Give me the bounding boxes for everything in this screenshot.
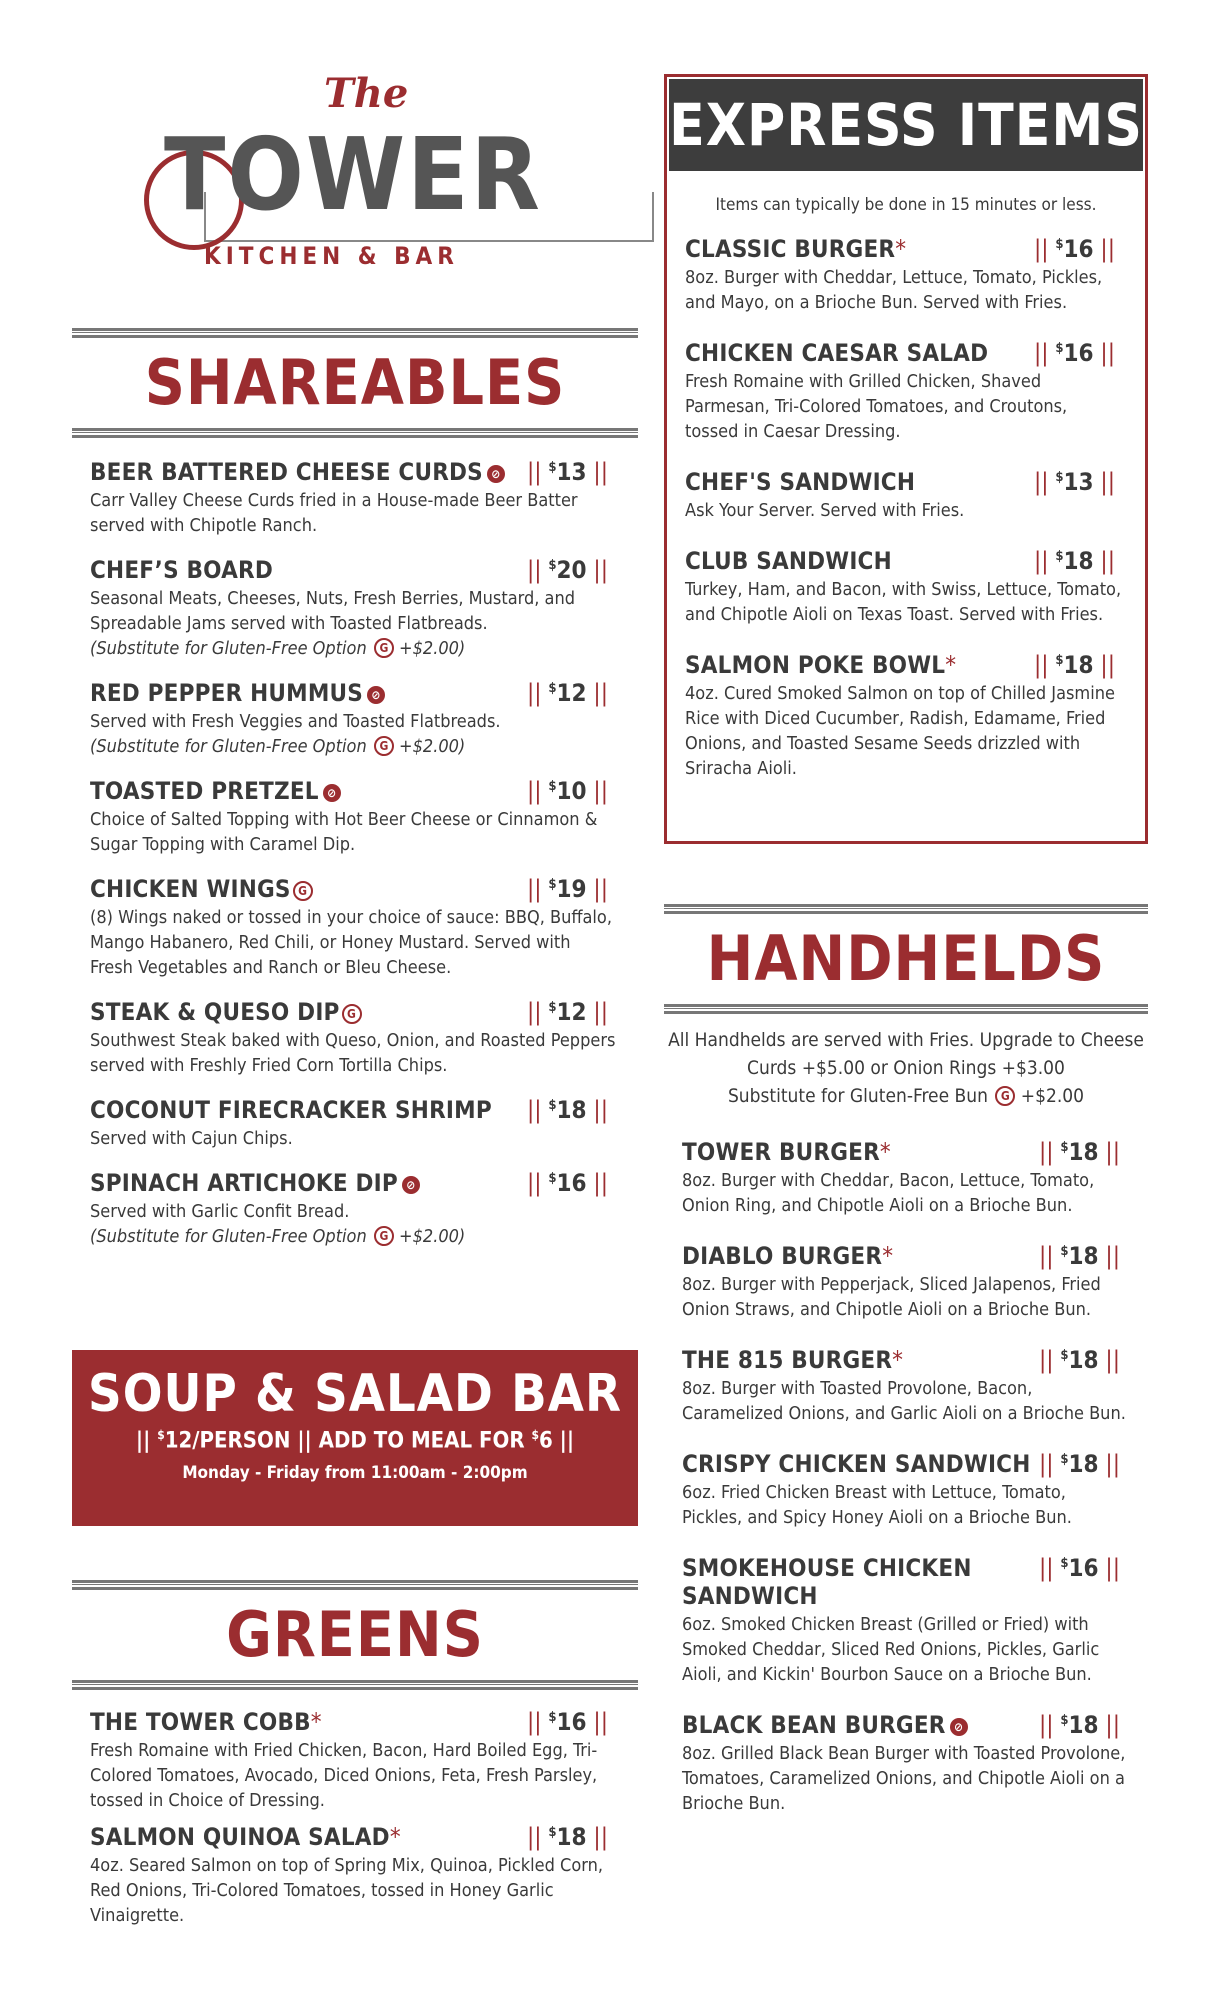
menu-item-price: || $18 || xyxy=(1033,651,1115,679)
vegetarian-icon: ⊘ xyxy=(323,784,341,802)
menu-item-price: || $16 || xyxy=(526,1708,608,1736)
price-divider: || xyxy=(526,679,549,707)
menu-item-description: 8oz. Burger with Cheddar, Lettuce, Tomato, Pickles, and Mayo, on a Brioche Bun. Served with Fries. xyxy=(685,267,1103,313)
menu-item-row xyxy=(90,679,618,707)
raw-warning-asterisk: * xyxy=(895,235,907,263)
currency-symbol: $ xyxy=(1060,1244,1069,1259)
menu-item-row xyxy=(90,1708,618,1736)
price-divider: || xyxy=(526,1708,549,1736)
gf-bun-text: Substitute for Gluten-Free Bun xyxy=(727,1085,988,1107)
menu-item-description: (8) Wings naked or tossed in your choice of sauce: BBQ, Buffalo, Mango Habanero, Red Chili, or Honey Mustard. Served with Fresh Vegetables and Ranch or Bleu Cheese. xyxy=(90,907,612,978)
section-title: GREENS xyxy=(226,1598,484,1671)
menu-item-description: Ask Your Server. Served with Fries. xyxy=(685,500,965,521)
menu-item-name: DIABLO BURGER* xyxy=(682,1242,894,1270)
menu-item xyxy=(90,1169,618,1249)
price-divider: || xyxy=(526,875,549,903)
price-divider: || xyxy=(1038,1138,1061,1166)
currency-symbol: $ xyxy=(1060,1713,1069,1728)
raw-warning-asterisk: * xyxy=(310,1708,322,1736)
vegetarian-icon: ⊘ xyxy=(487,465,505,483)
menu-item xyxy=(685,339,1125,444)
menu-item-description: Served with Cajun Chips. xyxy=(90,1128,293,1149)
soup-price: || $12/PERSON || ADD TO MEAL FOR $6 || xyxy=(135,1428,575,1454)
currency-symbol: $ xyxy=(1060,1452,1069,1467)
gluten-free-icon: G xyxy=(374,1226,394,1246)
handhelds-note xyxy=(664,1026,1148,1110)
price-divider: || xyxy=(1033,651,1056,679)
menu-item xyxy=(90,458,618,538)
currency-symbol: $ xyxy=(548,1710,557,1725)
price-divider: || xyxy=(1033,235,1056,263)
menu-item-price: || $18 || xyxy=(1033,547,1115,575)
menu-item-price: || $18 || xyxy=(1038,1242,1120,1270)
menu-item-price: || $16 || xyxy=(1033,339,1115,367)
menu-item-description: Southwest Steak baked with Queso, Onion, and Roasted Peppers served with Freshly Fried Corn Tortilla Chips. xyxy=(90,1030,616,1076)
menu-item-price: || $18 || xyxy=(1038,1711,1120,1739)
handhelds-header xyxy=(664,904,1148,1014)
menu-item-name: RED PEPPER HUMMUS ⊘ xyxy=(90,679,385,707)
menu-item-name: CHEF'S SANDWICH xyxy=(685,468,916,496)
price-divider: || xyxy=(586,1708,608,1736)
divider xyxy=(664,904,1148,914)
price-divider: || xyxy=(586,777,608,805)
price-divider: || xyxy=(526,1096,549,1124)
menu-item-name: THE TOWER COBB* xyxy=(90,1708,322,1736)
gluten-free-icon: G xyxy=(374,736,394,756)
menu-item-name: CLASSIC BURGER* xyxy=(685,235,907,263)
menu-item-name: BEER BATTERED CHEESE CURDS ⊘ xyxy=(90,458,505,486)
price-divider: || xyxy=(1093,651,1115,679)
vegetarian-icon: ⊘ xyxy=(402,1176,420,1194)
menu-item xyxy=(682,1346,1130,1426)
menu-item-name: BLACK BEAN BURGER ⊘ xyxy=(682,1711,968,1739)
soup-title: SOUP & SALAD BAR xyxy=(88,1364,622,1424)
price-divider: || xyxy=(1093,547,1115,575)
price-divider: || xyxy=(1038,1242,1061,1270)
menu-item-row xyxy=(682,1346,1130,1374)
currency-symbol: $ xyxy=(1055,237,1064,252)
menu-item-row xyxy=(90,1169,618,1197)
currency-symbol: $ xyxy=(548,1825,557,1840)
price-divider: || xyxy=(1033,339,1056,367)
gluten-free-icon: G xyxy=(293,881,313,901)
currency-symbol: $ xyxy=(548,1171,557,1186)
price-divider: || xyxy=(586,1169,608,1197)
price-divider: || xyxy=(1098,1711,1120,1739)
currency-symbol: $ xyxy=(548,877,557,892)
greens-list xyxy=(90,1708,618,1938)
gf-bun-price: +$2.00 xyxy=(1020,1085,1085,1107)
price-divider: || xyxy=(1093,235,1115,263)
handhelds-note-line: All Handhelds are served with Fries. Upgrade to Cheese Curds +$5.00 or Onion Rings +$3.00 xyxy=(668,1029,1144,1079)
menu-item-name: SPINACH ARTICHOKE DIP ⊘ xyxy=(90,1169,420,1197)
divider xyxy=(72,428,638,438)
restaurant-logo xyxy=(144,70,542,290)
menu-item xyxy=(682,1450,1130,1530)
price-divider: || xyxy=(526,998,549,1026)
section-title: HANDHELDS xyxy=(706,922,1106,995)
vegetarian-icon: ⊘ xyxy=(950,1718,968,1736)
menu-item-description: Choice of Salted Topping with Hot Beer Cheese or Cinnamon & Sugar Topping with Caramel Dip. xyxy=(90,809,598,855)
currency-symbol: $ xyxy=(1060,1140,1069,1155)
menu-item-price: || $16 || xyxy=(1038,1554,1120,1582)
menu-item-price: || $18 || xyxy=(526,1096,608,1124)
gluten-free-icon: G xyxy=(995,1086,1015,1106)
price-divider: || xyxy=(586,556,608,584)
menu-item-name: CHICKEN WINGS G xyxy=(90,875,313,903)
price-divider: || xyxy=(586,875,608,903)
menu-item-name: CHEF’S BOARD xyxy=(90,556,273,584)
price-divider: || xyxy=(1098,1554,1120,1582)
menu-item xyxy=(685,235,1125,315)
menu-item-description: Turkey, Ham, and Bacon, with Swiss, Lettuce, Tomato, and Chipotle Aioli on Texas Toast. Served with Fries. xyxy=(685,579,1122,625)
price-divider: || xyxy=(1033,547,1056,575)
menu-item-price: || $18 || xyxy=(1038,1346,1120,1374)
price-divider: || xyxy=(1093,339,1115,367)
menu-item-price: || $10 || xyxy=(526,777,608,805)
handhelds-list xyxy=(682,1138,1130,1840)
menu-item-price: || $12 || xyxy=(526,998,608,1026)
gluten-free-note: (Substitute for Gluten-Free Option G +$2.00) xyxy=(90,1226,466,1247)
menu-item xyxy=(90,998,618,1078)
currency-symbol: $ xyxy=(1055,341,1064,356)
price-divider: || xyxy=(1098,1346,1120,1374)
menu-item-row xyxy=(685,339,1125,367)
menu-item-row xyxy=(90,556,618,584)
menu-item-description: Fresh Romaine with Fried Chicken, Bacon, Hard Boiled Egg, Tri-Colored Tomatoes, Avocado, Diced Onions, Feta, Fresh Parsley, tossed in Choice of Dressing. xyxy=(90,1740,598,1811)
currency-symbol: $ xyxy=(1055,549,1064,564)
menu-item xyxy=(685,547,1125,627)
divider xyxy=(72,1580,638,1590)
menu-item-row xyxy=(90,1823,618,1851)
menu-item-row xyxy=(685,468,1125,496)
divider xyxy=(72,1680,638,1690)
menu-item-price: || $19 || xyxy=(526,875,608,903)
menu-item-name: TOASTED PRETZEL ⊘ xyxy=(90,777,341,805)
raw-warning-asterisk: * xyxy=(389,1823,401,1851)
menu-item xyxy=(90,1708,618,1813)
menu-item-price: || $18 || xyxy=(526,1823,608,1851)
price-divider: || xyxy=(586,1823,608,1851)
currency-symbol: $ xyxy=(548,681,557,696)
price-divider: || xyxy=(1038,1450,1061,1478)
logo-tower: TOWER xyxy=(164,116,542,233)
menu-item-price: || $16 || xyxy=(1033,235,1115,263)
price-divider: || xyxy=(586,458,608,486)
menu-item-description: Fresh Romaine with Grilled Chicken, Shaved Parmesan, Tri-Colored Tomatoes, and Croutons, tossed in Caesar Dressing. xyxy=(685,371,1068,442)
menu-item-name: TOWER BURGER* xyxy=(682,1138,891,1166)
menu-item-row xyxy=(682,1138,1130,1166)
menu-item-row xyxy=(90,1096,618,1124)
menu-item-row xyxy=(90,777,618,805)
menu-item-description: 8oz. Burger with Cheddar, Bacon, Lettuce, Tomato, Onion Ring, and Chipotle Aioli on a Brioche Bun. xyxy=(682,1170,1095,1216)
menu-item-price: || $18 || xyxy=(1038,1138,1120,1166)
currency-symbol: $ xyxy=(1060,1348,1069,1363)
handhelds-gf-line xyxy=(664,1082,1148,1110)
logo-the: The xyxy=(324,70,409,117)
price-divider: || xyxy=(1098,1138,1120,1166)
menu-item xyxy=(90,777,618,857)
price-divider: || xyxy=(526,1169,549,1197)
menu-item-row xyxy=(685,547,1125,575)
menu-item-row xyxy=(682,1554,1130,1610)
menu-item-row xyxy=(685,235,1125,263)
section-title: SHAREABLES xyxy=(144,346,566,419)
express-subtitle: Items can typically be done in 15 minutes or less. xyxy=(715,195,1097,215)
menu-item-description: Served with Fresh Veggies and Toasted Flatbreads. xyxy=(90,711,501,732)
menu-item-row xyxy=(682,1242,1130,1270)
currency-symbol: $ xyxy=(548,779,557,794)
menu-item-price: || $16 || xyxy=(526,1169,608,1197)
currency-symbol: $ xyxy=(548,558,557,573)
price-divider: || xyxy=(526,777,549,805)
menu-item xyxy=(90,1823,618,1928)
menu-item-description: Carr Valley Cheese Curds fried in a House-made Beer Batter served with Chipotle Ranch. xyxy=(90,490,578,536)
raw-warning-asterisk: * xyxy=(882,1242,894,1270)
greens-header xyxy=(72,1580,638,1690)
menu-item-row xyxy=(682,1711,1130,1739)
menu-item xyxy=(682,1138,1130,1218)
soup-salad-banner xyxy=(72,1350,638,1526)
price-divider: || xyxy=(586,998,608,1026)
menu-item-row xyxy=(682,1450,1130,1478)
price-divider: || xyxy=(526,1823,549,1851)
menu-item-description: Seasonal Meats, Cheeses, Nuts, Fresh Berries, Mustard, and Spreadable Jams served with Toasted Flatbreads. xyxy=(90,588,576,634)
shareables-header xyxy=(72,328,638,438)
menu-item xyxy=(90,556,618,661)
menu-item-row xyxy=(90,875,618,903)
menu-item-description: 4oz. Cured Smoked Salmon on top of Chilled Jasmine Rice with Diced Cucumber, Radish, Edamame, Fried Onions, and Toasted Sesame Seeds drizzled with Sriracha Aioli. xyxy=(685,683,1115,779)
currency-symbol: $ xyxy=(548,1000,557,1015)
price-divider: || xyxy=(1038,1346,1061,1374)
price-divider: || xyxy=(1038,1554,1061,1582)
menu-item-name: CHICKEN CAESAR SALAD xyxy=(685,339,989,367)
soup-hours: Monday - Friday from 11:00am - 2:00pm xyxy=(182,1463,528,1484)
price-divider: || xyxy=(586,1096,608,1124)
menu-item-description: 8oz. Burger with Toasted Provolone, Bacon, Caramelized Onions, and Garlic Aioli on a Brioche Bun. xyxy=(682,1378,1126,1424)
menu-item-description: 8oz. Burger with Pepperjack, Sliced Jalapenos, Fried Onion Straws, and Chipotle Aioli on a Brioche Bun. xyxy=(682,1274,1101,1320)
menu-item-name: SALMON QUINOA SALAD* xyxy=(90,1823,401,1851)
menu-item-row xyxy=(90,998,618,1026)
currency-symbol: $ xyxy=(548,1098,557,1113)
currency-symbol: $ xyxy=(1055,653,1064,668)
express-items-box xyxy=(664,74,1148,844)
menu-item xyxy=(682,1711,1130,1816)
menu-item xyxy=(682,1554,1130,1687)
gluten-free-note: (Substitute for Gluten-Free Option G +$2.00) xyxy=(90,638,466,659)
menu-item-name: SALMON POKE BOWL* xyxy=(685,651,957,679)
menu-item xyxy=(682,1242,1130,1322)
currency-symbol: $ xyxy=(1060,1556,1069,1571)
menu-item-name: CLUB SANDWICH xyxy=(685,547,892,575)
divider xyxy=(72,328,638,338)
price-divider: || xyxy=(526,556,549,584)
menu-item-price: || $12 || xyxy=(526,679,608,707)
menu-item-name: SMOKEHOUSE CHICKEN SANDWICH xyxy=(682,1554,972,1610)
menu-item xyxy=(90,875,618,980)
price-divider: || xyxy=(1038,1711,1061,1739)
menu-item-row xyxy=(90,458,618,486)
price-divider: || xyxy=(586,679,608,707)
menu-item xyxy=(90,1096,618,1151)
currency-symbol: $ xyxy=(1055,470,1064,485)
menu-item-row xyxy=(685,651,1125,679)
raw-warning-asterisk: * xyxy=(892,1346,904,1374)
menu-item-name: COCONUT FIRECRACKER SHRIMP xyxy=(90,1096,492,1124)
menu-item-price: || $20 || xyxy=(526,556,608,584)
price-divider: || xyxy=(1093,468,1115,496)
menu-item-price: || $13 || xyxy=(526,458,608,486)
currency-symbol: $ xyxy=(548,460,557,475)
shareables-list xyxy=(90,458,618,1267)
gluten-free-icon: G xyxy=(374,638,394,658)
menu-item-price: || $18 || xyxy=(1038,1450,1120,1478)
price-divider: || xyxy=(1033,468,1056,496)
menu-item-description: 6oz. Smoked Chicken Breast (Grilled or Fried) with Smoked Cheddar, Sliced Red Onions, Pickles, Garlic Aioli, and Kickin' Bourbon Sauce on a Brioche Bun. xyxy=(682,1614,1100,1685)
menu-item-description: Served with Garlic Confit Bread. xyxy=(90,1201,350,1222)
vegetarian-icon: ⊘ xyxy=(367,686,385,704)
menu-item-name: STEAK & QUESO DIP G xyxy=(90,998,362,1026)
menu-item xyxy=(685,468,1125,523)
logo-kitchen-bar: KITCHEN & BAR xyxy=(204,242,459,270)
menu-item-price: || $13 || xyxy=(1033,468,1115,496)
menu-item-name: CRISPY CHICKEN SANDWICH xyxy=(682,1450,1031,1478)
express-list xyxy=(685,235,1125,805)
divider xyxy=(664,1004,1148,1014)
menu-item-description: 8oz. Grilled Black Bean Burger with Toasted Provolone, Tomatoes, Caramelized Onions, and Chipotle Aioli on a Brioche Bun. xyxy=(682,1743,1126,1814)
price-divider: || xyxy=(1098,1450,1120,1478)
menu-item xyxy=(90,679,618,759)
raw-warning-asterisk: * xyxy=(879,1138,891,1166)
gluten-free-note: (Substitute for Gluten-Free Option G +$2.00) xyxy=(90,736,466,757)
menu-item xyxy=(685,651,1125,781)
raw-warning-asterisk: * xyxy=(945,651,957,679)
gluten-free-icon: G xyxy=(342,1004,362,1024)
express-title: EXPRESS ITEMS xyxy=(669,79,1143,171)
menu-item-description: 4oz. Seared Salmon on top of Spring Mix, Quinoa, Pickled Corn, Red Onions, Tri-Colored Tomatoes, tossed in Honey Garlic Vinaigrette. xyxy=(90,1855,603,1926)
menu-item-description: 6oz. Fried Chicken Breast with Lettuce, Tomato, Pickles, and Spicy Honey Aioli on a Brioche Bun. xyxy=(682,1482,1072,1528)
menu-item-name: THE 815 BURGER* xyxy=(682,1346,904,1374)
price-divider: || xyxy=(526,458,549,486)
price-divider: || xyxy=(1098,1242,1120,1270)
